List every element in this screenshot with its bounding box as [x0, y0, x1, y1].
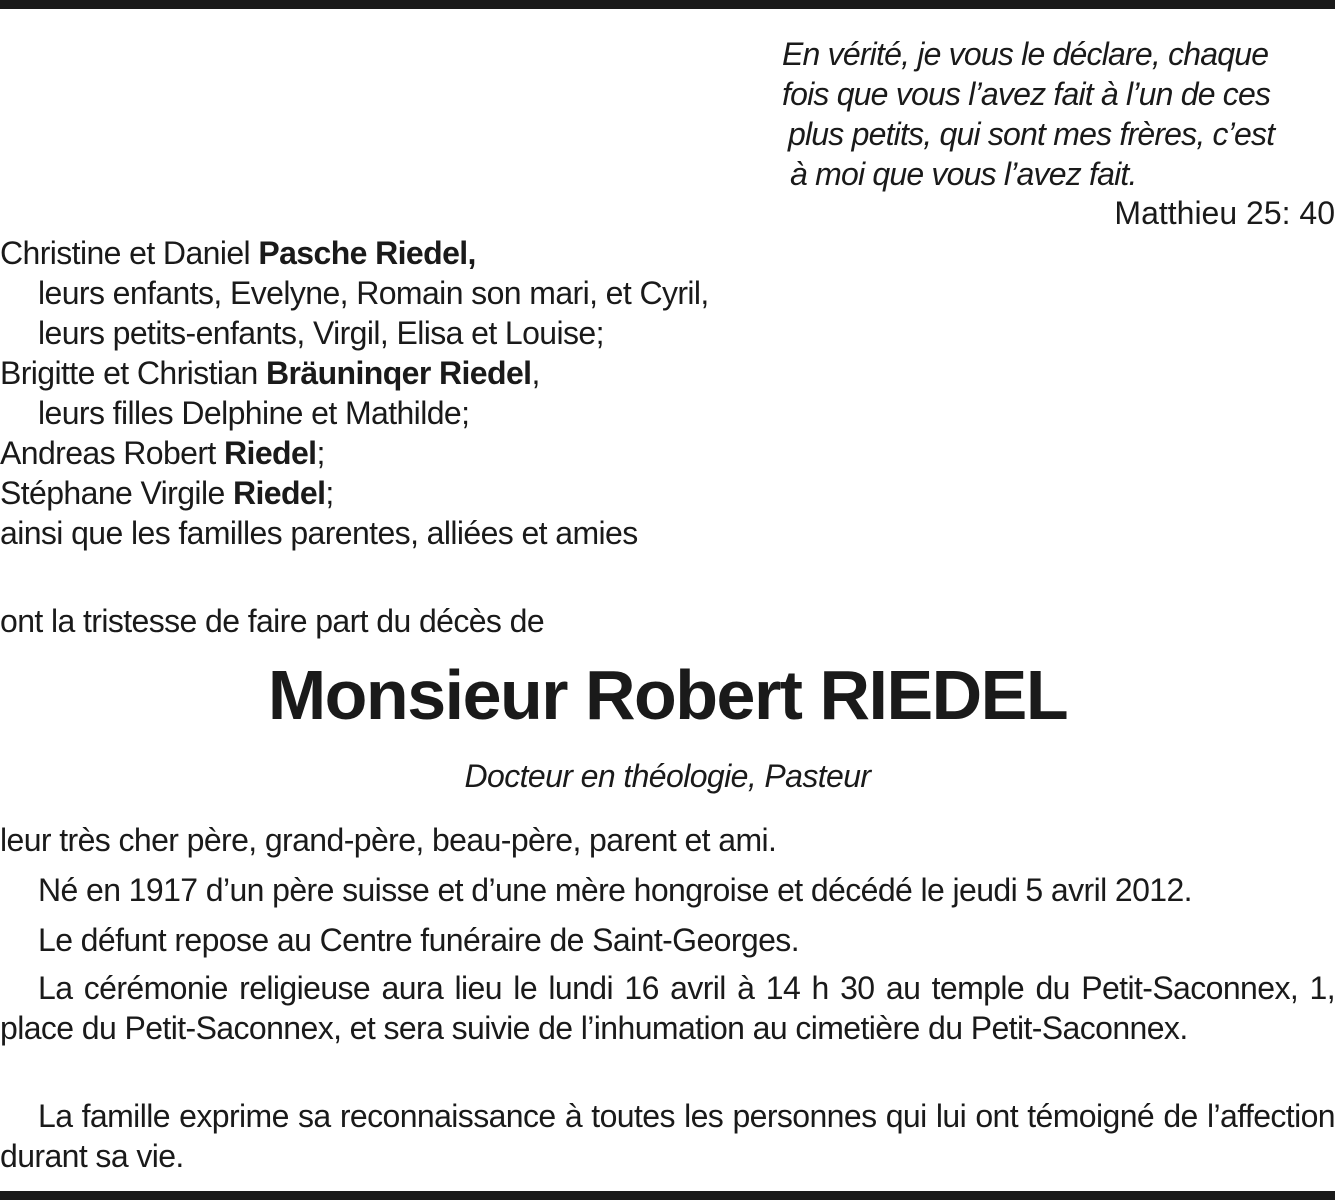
family-surname: Riedel: [232, 475, 326, 511]
verse-line: à moi que vous l’avez fait.: [790, 156, 1137, 192]
body-paragraph: leur très cher père, grand-père, beau-père, parent et ami.: [0, 822, 777, 858]
verse-reference: Matthieu 25: 40: [1114, 195, 1335, 231]
family-line: leurs filles Delphine et Mathilde;: [38, 395, 470, 431]
family-line: Brigitte et Christian Bräuninqer Riedel,: [0, 355, 540, 391]
family-line: leurs petits-enfants, Virgil, Elisa et Louise;: [38, 315, 604, 351]
body-paragraph: Né en 1917 d’un père suisse et d’une mère hongroise et décédé le jeudi 5 avril 2012.: [38, 872, 1192, 908]
announcement-text: ont la tristesse de faire part du décès de: [0, 603, 545, 639]
bottom-rule: [0, 1191, 1335, 1200]
family-line: leurs enfants, Evelyne, Romain son mari, et Cyril,: [38, 275, 709, 311]
deceased-title: Docteur en théologie, Pasteur: [464, 758, 871, 794]
family-line: Andreas Robert Riedel;: [0, 435, 325, 471]
family-line: Stéphane Virgile Riedel;: [0, 475, 334, 511]
family-line: Christine et Daniel Pasche Riedel,: [0, 235, 476, 271]
verse-line: fois que vous l’avez fait à l’un de ces: [782, 76, 1271, 112]
verse-line: En vérité, je vous le déclare, chaque: [782, 36, 1269, 72]
body-paragraph: La cérémonie religieuse aura lieu le lundi 16 avril à 14 h 30 au temple du Petit-Saconnex, 1, place du Petit-Saconnex, et sera suivie de l’inhumation au cimetière du Petit-Saconnex.: [0, 970, 1335, 1046]
family-surname: Riedel: [224, 435, 317, 471]
family-surname: Pasche Riedel,: [258, 235, 476, 271]
body-paragraph: La famille exprime sa reconnaissance à toutes les personnes qui lui ont témoigné de l’affection durant sa vie.: [0, 1098, 1335, 1174]
verse-line: plus petits, qui sont mes frères, c’est: [788, 116, 1275, 152]
family-surname: Bräuninqer Riedel: [266, 355, 532, 391]
family-line: ainsi que les familles parentes, alliées et amies: [0, 515, 638, 551]
top-rule: [0, 0, 1335, 9]
deceased-name: Monsieur Robert RIEDEL: [267, 656, 1068, 734]
body-paragraph: Le défunt repose au Centre funéraire de Saint-Georges.: [38, 922, 799, 958]
